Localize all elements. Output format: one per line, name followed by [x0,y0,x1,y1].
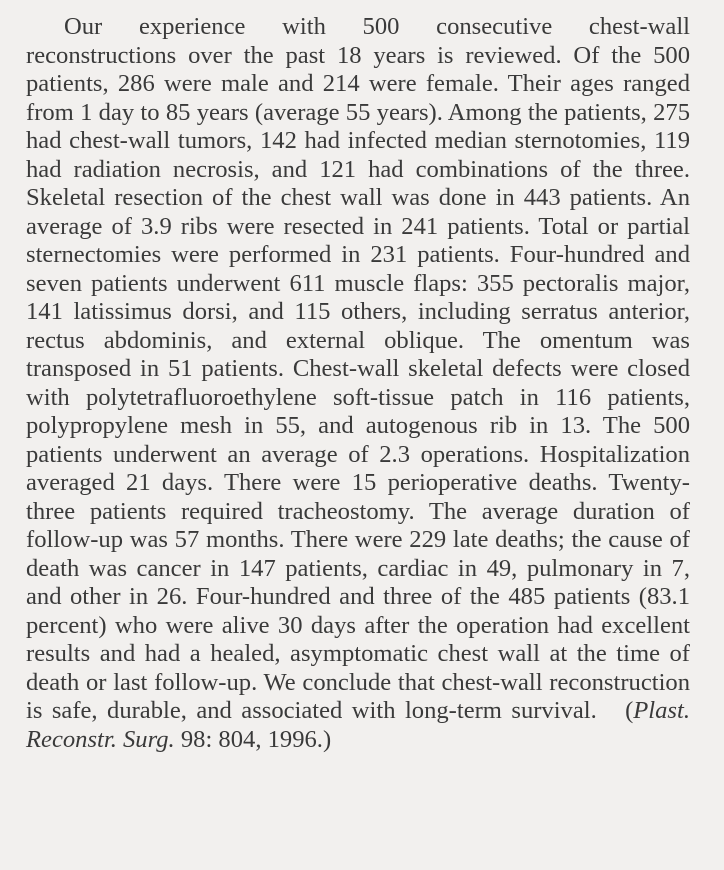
citation-open-paren: ( [625,697,634,724]
abstract-paragraph [26,13,690,754]
citation-reference: 98: 804, 1996.) [180,725,332,753]
citation-journal: Plast. Reconstr. Surg. [26,697,690,753]
abstract-body: Our experience with 500 consecutive chest-wall reconstructions over the past 18 years is reviewed. Of the 500 patients, 286 were male and 214 were female. Their ages ranged from 1 day to 85 years (average 55 years). Among the patients, 275 had chest-wall tumors, 142 had infected median sternotomies, 119 had radiation necrosis, and 121 had combinations of the three. Skeletal resection of the chest wall was done in 443 patients. An average of 3.9 ribs were resected in 241 patients. Total or partial sternectomies were performed in 231 patients. Four-hundred and seven patients underwent 611 muscle flaps: 355 pectoralis major, 141 latissimus dorsi, and 115 others, including serratus anterior, rectus abdominis, and external oblique. The omentum was transposed in 51 patients. Chest-wall skeletal defects were closed with polytetrafluoroethylene soft-tissue patch in 116 patients, polypropylene mesh in 55, and autogenous rib in 13. The 500 patients underwent an average of 2.3 operations. Hospitalization averaged 21 days. There were 15 perioperative deaths. Twenty-three patients required tracheostomy. The average duration of follow-up was 57 months. There were 229 late deaths; the cause of death was cancer in 147 patients, cardiac in 49, pulmonary in 7, and other in 26. Four-hundred and three of the 485 patients (83.1 percent) who were alive 30 days after the operation had excellent results and had a healed, asymptomatic chest wall at the time of death or last follow-up. We conclude that chest-wall reconstruction is safe, durable, and associated with long-term survival. [26,13,690,724]
